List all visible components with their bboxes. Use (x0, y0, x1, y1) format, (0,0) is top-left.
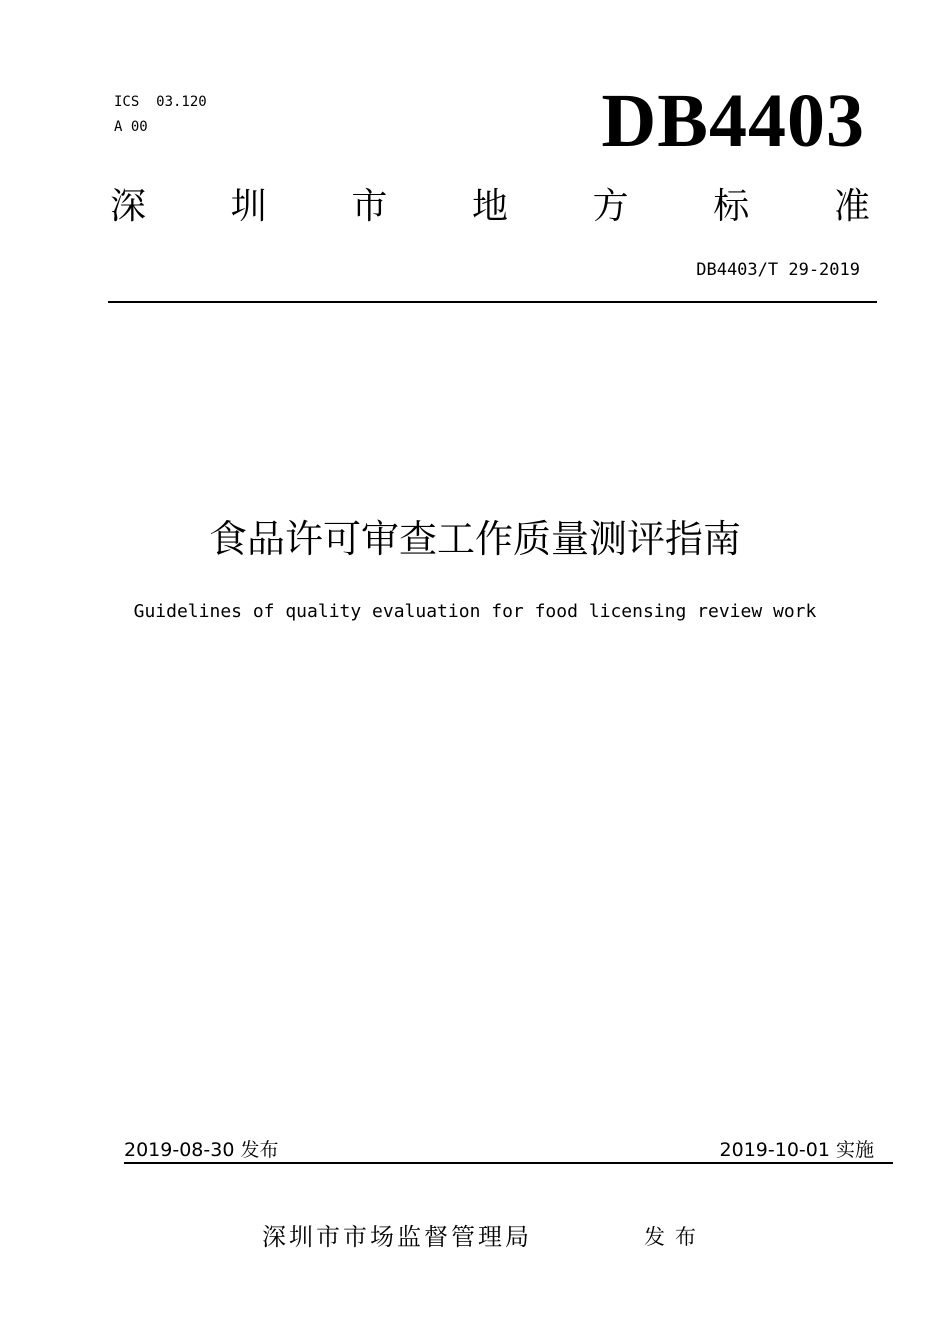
standard-type-heading (110, 184, 870, 230)
standard-type-char: 准 (833, 186, 870, 227)
standard-type-char: 地 (471, 186, 508, 227)
implementation-date: 2019-10-01 实施 (719, 1139, 874, 1161)
db-standard-mark: DB4403 (601, 79, 865, 163)
issue-label: 发布 (644, 1225, 706, 1249)
ics-code: ICS 03.120 (114, 94, 207, 110)
issuing-authority: 深圳市市场监督管理局 (262, 1223, 532, 1251)
standard-type-char: 深 (110, 186, 147, 227)
standard-type-char: 方 (592, 186, 629, 227)
footer-divider (124, 1162, 893, 1164)
ccs-code: A 00 (114, 119, 148, 135)
standard-type-char: 标 (713, 186, 750, 227)
standard-type-char: 市 (351, 186, 388, 227)
issue-date: 2019-08-30 发布 (124, 1139, 279, 1161)
document-title-chinese: 食品许可审查工作质量测评指南 (208, 517, 741, 561)
standard-number: DB4403/T 29-2019 (696, 260, 860, 280)
standard-type-char: 圳 (230, 186, 267, 227)
header-divider (108, 301, 877, 303)
document-title-english: Guidelines of quality evaluation for food licensing review work (133, 601, 817, 622)
